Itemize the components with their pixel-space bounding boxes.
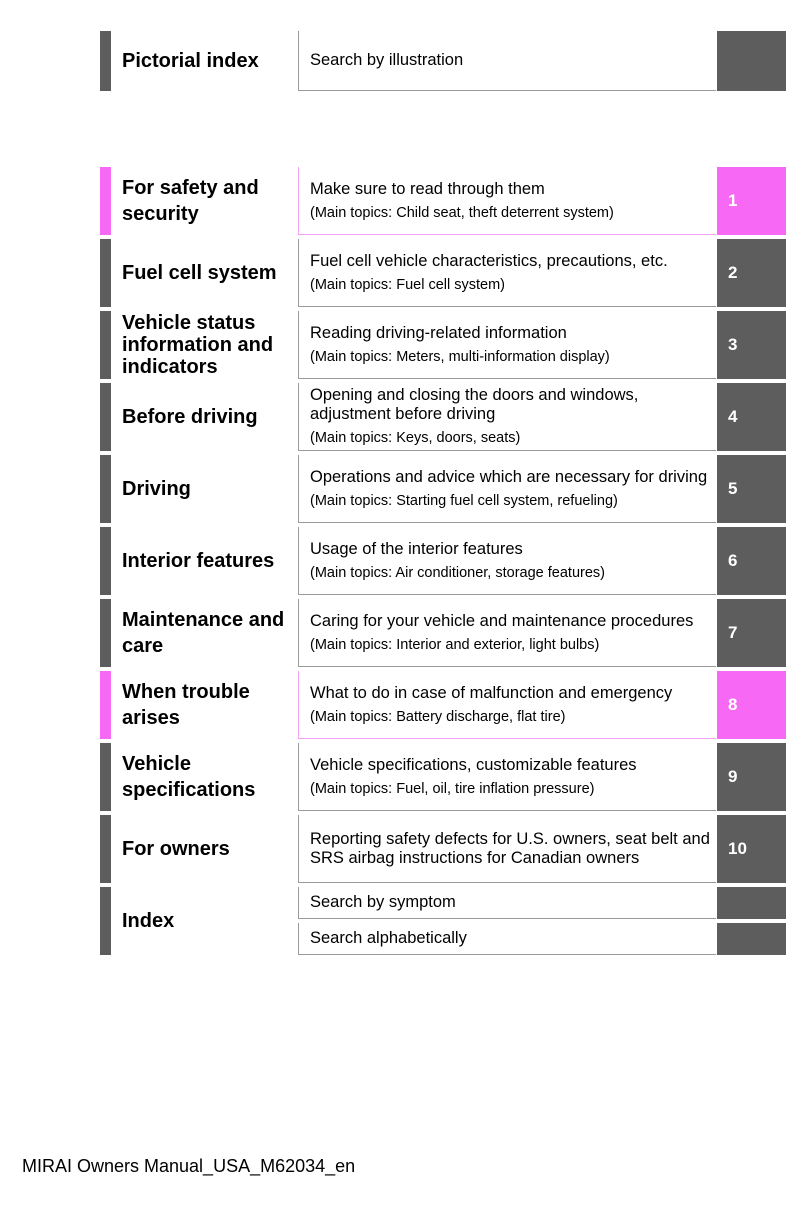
chapter-row-10[interactable]: [100, 815, 786, 883]
description-main: Opening and closing the doors and windows, adjustment before driving: [310, 386, 639, 423]
chapter-number-tab[interactable]: 8: [717, 671, 786, 739]
description-topics: (Main topics: Meters, multi-information display): [310, 348, 610, 365]
index-tab-box: [717, 923, 786, 955]
description-main: Make sure to read through them: [310, 179, 545, 198]
tab-box: [717, 31, 786, 91]
chapter-accent-bar: [100, 239, 111, 307]
chapter-title: Interior features: [122, 550, 275, 572]
chapter-title: Fuel cell system: [122, 262, 277, 284]
description-topics: (Main topics: Fuel cell system): [310, 276, 505, 293]
chapter-number-tab[interactable]: 9: [717, 743, 786, 811]
chapter-title: Maintenance and care: [122, 609, 285, 657]
description-main: Usage of the interior features: [310, 539, 523, 558]
description-main: Fuel cell vehicle characteristics, precautions, etc.: [310, 251, 668, 270]
chapter-row-7[interactable]: [100, 599, 786, 667]
index-tab-box: [717, 887, 786, 919]
description-main: Operations and advice which are necessary for driving: [310, 467, 708, 486]
chapter-description: [298, 527, 716, 595]
index-item-symptom[interactable]: [298, 887, 786, 919]
chapter-accent-bar: [100, 167, 111, 235]
chapter-number-tab[interactable]: 7: [717, 599, 786, 667]
chapter-row-3[interactable]: [100, 311, 786, 379]
chapter-accent-bar: [100, 671, 111, 739]
chapter-row-4[interactable]: [100, 383, 786, 451]
chapter-title: Vehicle specifications: [122, 753, 256, 801]
chapter-row-6[interactable]: [100, 527, 786, 595]
description-main: Search by illustration: [310, 51, 464, 69]
chapter-description: [298, 311, 716, 379]
description-main: Reading driving-related information: [310, 323, 567, 342]
description-main: Caring for your vehicle and maintenance procedures: [310, 611, 694, 630]
section-title: Pictorial index: [122, 50, 259, 72]
chapter-number-tab[interactable]: 6: [717, 527, 786, 595]
chapter-row-9[interactable]: [100, 743, 786, 811]
chapter-title: Before driving: [122, 406, 258, 428]
chapter-title: For owners: [122, 838, 230, 860]
section-accent-bar: [100, 31, 111, 91]
chapter-accent-bar: [100, 455, 111, 523]
chapter-description: [298, 167, 716, 235]
document-footer: MIRAI Owners Manual_USA_M62034_en: [22, 1156, 356, 1176]
chapter-row-2[interactable]: [100, 239, 786, 307]
index-row: [100, 887, 786, 955]
chapter-number-tab[interactable]: 5: [717, 455, 786, 523]
description-topics: (Main topics: Starting fuel cell system, refueling): [310, 492, 618, 509]
chapter-accent-bar: [100, 311, 111, 379]
chapter-number-tab[interactable]: 3: [717, 311, 786, 379]
description-main: Reporting safety defects for U.S. owners, seat belt and SRS airbag instructions for Canadian owners: [310, 829, 710, 867]
description-main: Vehicle specifications, customizable features: [310, 755, 637, 774]
section-description: [298, 31, 716, 91]
chapter-row-1[interactable]: [100, 167, 786, 235]
chapter-number-tab[interactable]: 2: [717, 239, 786, 307]
index-item-label: Search by symptom: [298, 887, 716, 919]
chapter-accent-bar: [100, 743, 111, 811]
chapter-title: Vehicle status information and indicators: [122, 312, 274, 378]
chapter-accent-bar: [100, 599, 111, 667]
chapter-title: For safety and security: [122, 177, 259, 225]
chapter-accent-bar: [100, 383, 111, 451]
chapter-title: Driving: [122, 478, 191, 500]
chapter-accent-bar: [100, 527, 111, 595]
chapter-description: [298, 671, 716, 739]
index-item-label: Search alphabetically: [298, 923, 716, 955]
description-topics: (Main topics: Battery discharge, flat tire): [310, 708, 566, 725]
index-title: Index: [122, 910, 175, 932]
chapter-row-5[interactable]: [100, 455, 786, 523]
pictorial-index-row[interactable]: [100, 31, 786, 91]
description-main: What to do in case of malfunction and emergency: [310, 683, 673, 702]
chapter-description: [298, 743, 716, 811]
chapter-description: [298, 383, 716, 451]
description-topics: (Main topics: Fuel, oil, tire inflation pressure): [310, 780, 595, 797]
index-item-alphabetical[interactable]: [298, 923, 786, 955]
chapter-description: [298, 239, 716, 307]
description-topics: (Main topics: Child seat, theft deterrent system): [310, 204, 614, 221]
chapter-row-8[interactable]: [100, 671, 786, 739]
chapter-number-tab[interactable]: 4: [717, 383, 786, 451]
description-topics: (Main topics: Keys, doors, seats): [310, 430, 521, 446]
chapter-description: [298, 455, 716, 523]
chapter-accent-bar: [100, 815, 111, 883]
chapter-number-tab[interactable]: 1: [717, 167, 786, 235]
chapter-description: [298, 599, 716, 667]
chapter-title: When trouble arises: [122, 681, 250, 729]
chapter-description: [298, 815, 716, 883]
description-topics: (Main topics: Air conditioner, storage features): [310, 564, 605, 581]
index-accent-bar: [100, 887, 111, 955]
description-topics: (Main topics: Interior and exterior, light bulbs): [310, 636, 600, 653]
chapter-number-tab[interactable]: 10: [717, 815, 786, 883]
